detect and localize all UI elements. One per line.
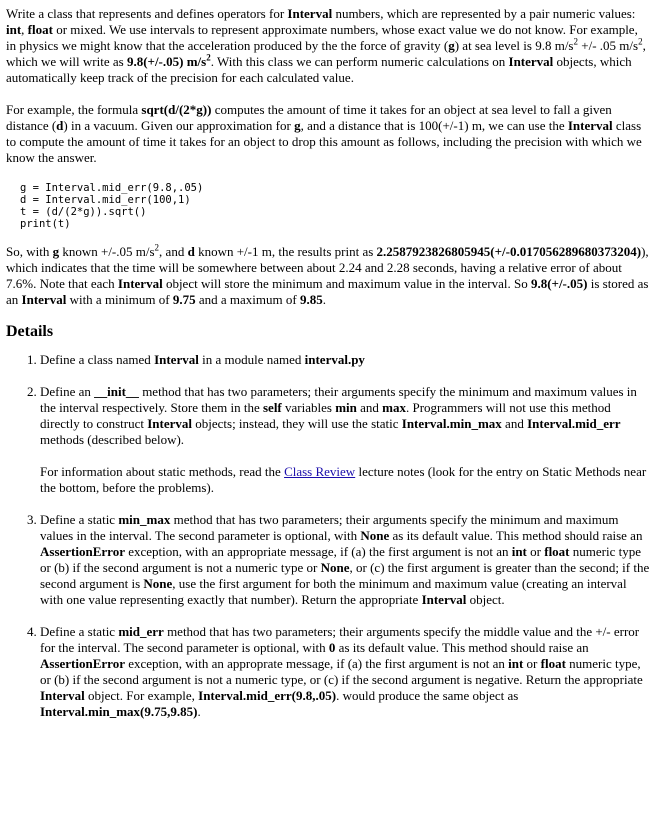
bold-term: None [360,528,390,543]
text-run: +/- .05 m/s [578,38,639,53]
text-run: or [526,544,545,559]
bold-term: 9.8(+/-.05) [530,276,588,291]
text-run: , and [159,244,188,259]
bold-term: g [52,244,60,259]
bold-term: Interval [567,118,613,133]
superscript: 2 [206,52,211,63]
bold-term: d [187,244,195,259]
bold-term: Interval [147,416,192,431]
text-run: , which we will write as [6,38,646,69]
text-run: with a minimum of [66,292,173,307]
text-run: . [322,292,326,307]
text-run: . would produce the same object as [336,688,519,703]
bold-term: self [262,400,282,415]
text-run: methods (described below). [40,432,185,447]
text-run: numeric type, or (b) if the second argument is not a numeric type, or (c) if the second argument is negative. Return the appropriate [40,656,643,687]
text-run: For example, the formula [6,102,142,117]
text-run: class to compute the amount of time it takes for an object to drop this amount as follows, including the precision with which we know the answer. [6,118,642,165]
static-methods-note [40,464,651,496]
bold-term: Interval [287,6,333,21]
text-run: and [356,400,383,415]
bold-term: float [540,656,566,671]
text-run: or [523,656,541,671]
bold-term: Interval [508,54,554,69]
text-run: in a module named [198,352,305,367]
text-run: . [197,704,201,719]
superscript: 2 [154,242,160,253]
bold-term: float [27,22,53,37]
list-item [40,384,651,496]
bold-term: g [294,118,301,133]
bold-term: max [382,400,406,415]
text-run: as its default value. This method should raise an [335,640,589,655]
text-run: known +/-1 m, the results print as [194,244,377,259]
text-run: numeric type or (b) if the second argument is not a numeric type or [40,544,641,575]
list-item-text [40,352,365,367]
list-item-text [40,512,649,607]
details-heading: Details [6,323,54,340]
text-run: object. [466,592,505,607]
text-run: So, with [6,244,53,259]
bold-term: Interval.mid_err [527,416,621,431]
bold-term: int [508,656,524,671]
text-run: , and a distance that is 100(+/-1) m, we can use the [300,118,568,133]
bold-term: AssertionError [40,656,125,671]
text-run: , [21,22,28,37]
text-run: object will store the minimum and maximum value in the interval. So [162,276,531,291]
bold-term: min [335,400,357,415]
text-run: method that has two parameters; their arguments specify the minimum and maximum values in the interval. The second parameter is optional, with [40,512,619,543]
text-run: computes the amount of time it takes for an object at sea level to fall a given distance ( [6,102,612,133]
bold-term: 9.8(+/-.05) m/s [126,54,207,69]
text-run: numbers, which are represented by a pair numeric values: [332,6,636,21]
bold-term: float [544,544,570,559]
details-list [6,352,651,720]
superscript: 2 [573,36,578,47]
bold-term: int [6,22,22,37]
bold-term: Interval [154,352,199,367]
bold-term: mid_err [118,624,164,639]
bold-term: __init__ [94,384,139,399]
text-run: as its default value. This method should raise an [389,528,643,543]
bold-term: Interval [117,276,163,291]
bold-term: Interval.min_max [401,416,502,431]
text-run: known +/-.05 m/s [59,244,155,259]
text-run: ) at sea level is 9.8 m/s [454,38,574,53]
list-item [40,512,651,608]
text-run: ) in a vacuum. Given our approximation for [63,118,295,133]
intro-paragraph-2 [6,102,651,166]
bold-term: None [320,560,350,575]
bold-term: Interval.min_max(9.75,9.85) [40,704,198,719]
bold-term: interval.py [304,352,365,367]
bold-term: 2.2587923826805945(+/-0.017056289680373204) [376,244,642,259]
list-item-text [40,384,637,447]
text-run: and [501,416,528,431]
intro-paragraph-1 [6,6,651,86]
bold-term: AssertionError [40,544,125,559]
text-run: Write a class that represents and defines operators for [6,6,288,21]
bold-term: g [448,38,455,53]
bold-term: 0 [328,640,336,655]
bold-term: int [511,544,527,559]
text-run: is stored as an [6,276,649,307]
text-run: ), which indicates that the time will be somewhere between about 2.24 and 2.28 seconds, having a relative error of about 7.6%. Note that each [6,244,649,291]
text-run: or mixed. We use intervals to represent approximate numbers, whose exact value we do not know. For example, in physics we might know that the acceleration produced by the the force of gravity ( [6,22,638,53]
text-run: objects, which automatically keep track of the precision for each calculated value. [6,54,632,85]
bold-term: min_max [118,512,171,527]
text-run: Define an [40,384,95,399]
bold-term: Interval [40,688,85,703]
text-run: , use the first argument for both the minimum and maximum value (creating an interval with one value representing exactly that number). Return the appropriate [40,576,627,607]
text-run: , or (c) the first argument is greater than the second; if the second argument is [40,560,650,591]
text-run: Define a class named [40,352,155,367]
text-run: exception, with an appropriate message, if (a) the first argument is not an [124,544,512,559]
text-run: lecture notes (look for the entry on Static Methods near the bottom, before the problems). [40,464,647,495]
bold-term: 9.85 [299,292,323,307]
text-run: object. For example, [84,688,199,703]
bold-term: None [143,576,173,591]
bold-term: d [56,118,64,133]
class-review-link[interactable]: Class Review [284,464,356,479]
bold-term: 9.75 [172,292,196,307]
text-run: Define a static [40,512,119,527]
intro-paragraph-3 [6,244,651,308]
list-item [40,624,651,720]
text-run: objects; instead, they will use the static [192,416,402,431]
code-example: g = Interval.mid_err(9.8,.05) d = Interval.mid_err(100,1) t = (d/(2*g)).sqrt() print(t) [20,182,204,230]
text-run: method that has two parameters; their arguments specify the middle value and the +/- error for the interval. The second parameter is optional, with [40,624,640,655]
bold-term: sqrt(d/(2*g)) [141,102,212,117]
list-item-text [40,624,643,719]
bold-term: Interval [421,592,467,607]
text-run: Define a static [40,624,119,639]
text-run: and a maximum of [195,292,300,307]
text-run: . Programmers will not use this method directly to construct [40,400,611,431]
text-run: variables [281,400,336,415]
text-run: For information about static methods, read the [40,464,285,479]
list-item [40,352,651,368]
text-run: method that has two parameters; their arguments specify the minimum and maximum values in the interval respectively. Store them in the [40,384,637,415]
superscript: 2 [638,36,643,47]
text-run: . With this class we can perform numeric calculations on [210,54,509,69]
text-run: exception, with an approprate message, if (a) the first argument is not an [124,656,509,671]
bold-term: Interval.mid_err(9.8,.05) [198,688,337,703]
bold-term: Interval [21,292,67,307]
